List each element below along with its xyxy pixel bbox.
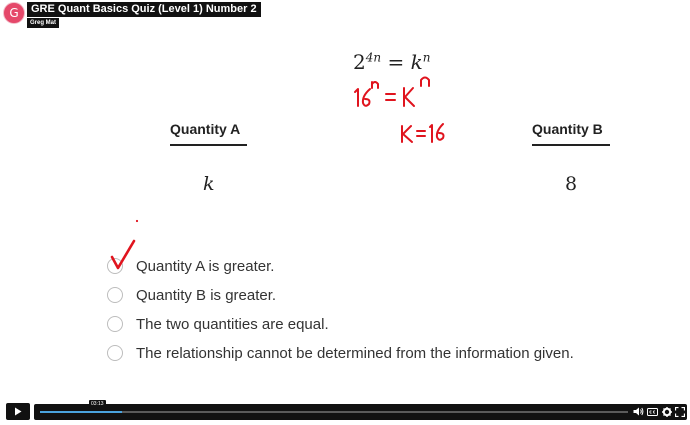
captions-button[interactable] [647, 405, 658, 418]
equation-rhs: k [410, 50, 423, 74]
settings-button[interactable] [661, 405, 672, 418]
fullscreen-button[interactable] [674, 405, 685, 418]
play-button[interactable] [6, 403, 30, 420]
radio-button[interactable] [107, 345, 123, 361]
seek-progress[interactable] [40, 411, 122, 413]
quantity-a-label: Quantity A [170, 121, 241, 137]
equation-rhs-exponent: n [422, 50, 431, 65]
volume-icon [633, 407, 644, 416]
quantity-a-divider [170, 144, 247, 146]
equation-base: 2 [353, 50, 366, 74]
answer-option-label: Quantity A is greater. [136, 257, 275, 275]
play-icon [14, 407, 22, 416]
settings-icon [662, 407, 672, 417]
avatar-letter: G [9, 6, 19, 20]
radio-button[interactable] [107, 287, 123, 303]
answer-option-a[interactable] [107, 256, 274, 276]
volume-button[interactable] [633, 405, 644, 418]
ink-text-16n-equals-kn [355, 78, 429, 107]
answer-option-b[interactable] [107, 285, 276, 305]
radio-button[interactable] [107, 316, 123, 332]
channel-name[interactable]: Greg Mat [27, 18, 59, 28]
quantity-a-value: k [203, 173, 215, 195]
captions-icon [647, 408, 658, 416]
ink-dot [136, 220, 138, 222]
seek-track[interactable] [40, 411, 628, 413]
quantity-b-label: Quantity B [532, 121, 603, 137]
radio-button[interactable] [107, 258, 123, 274]
equation-equals: = [387, 50, 405, 74]
video-title[interactable]: GRE Quant Basics Quiz (Level 1) Number 2 [27, 2, 261, 17]
ink-text-k-equals-16 [402, 124, 444, 142]
channel-avatar[interactable] [3, 2, 25, 24]
quantity-b-divider [532, 144, 610, 146]
answer-option-label: The two quantities are equal. [136, 315, 329, 333]
equation [353, 50, 430, 74]
equation-exponent: 4n [365, 50, 382, 65]
answer-option-label: Quantity B is greater. [136, 286, 277, 304]
answer-option-label: The relationship cannot be determined from the information given. [136, 344, 574, 362]
quantity-b-value: 8 [565, 173, 578, 195]
answer-option-d[interactable] [107, 343, 574, 363]
fullscreen-icon [675, 407, 685, 417]
answer-option-c[interactable] [107, 314, 329, 334]
timestamp-tooltip: 03:13 [91, 401, 104, 407]
